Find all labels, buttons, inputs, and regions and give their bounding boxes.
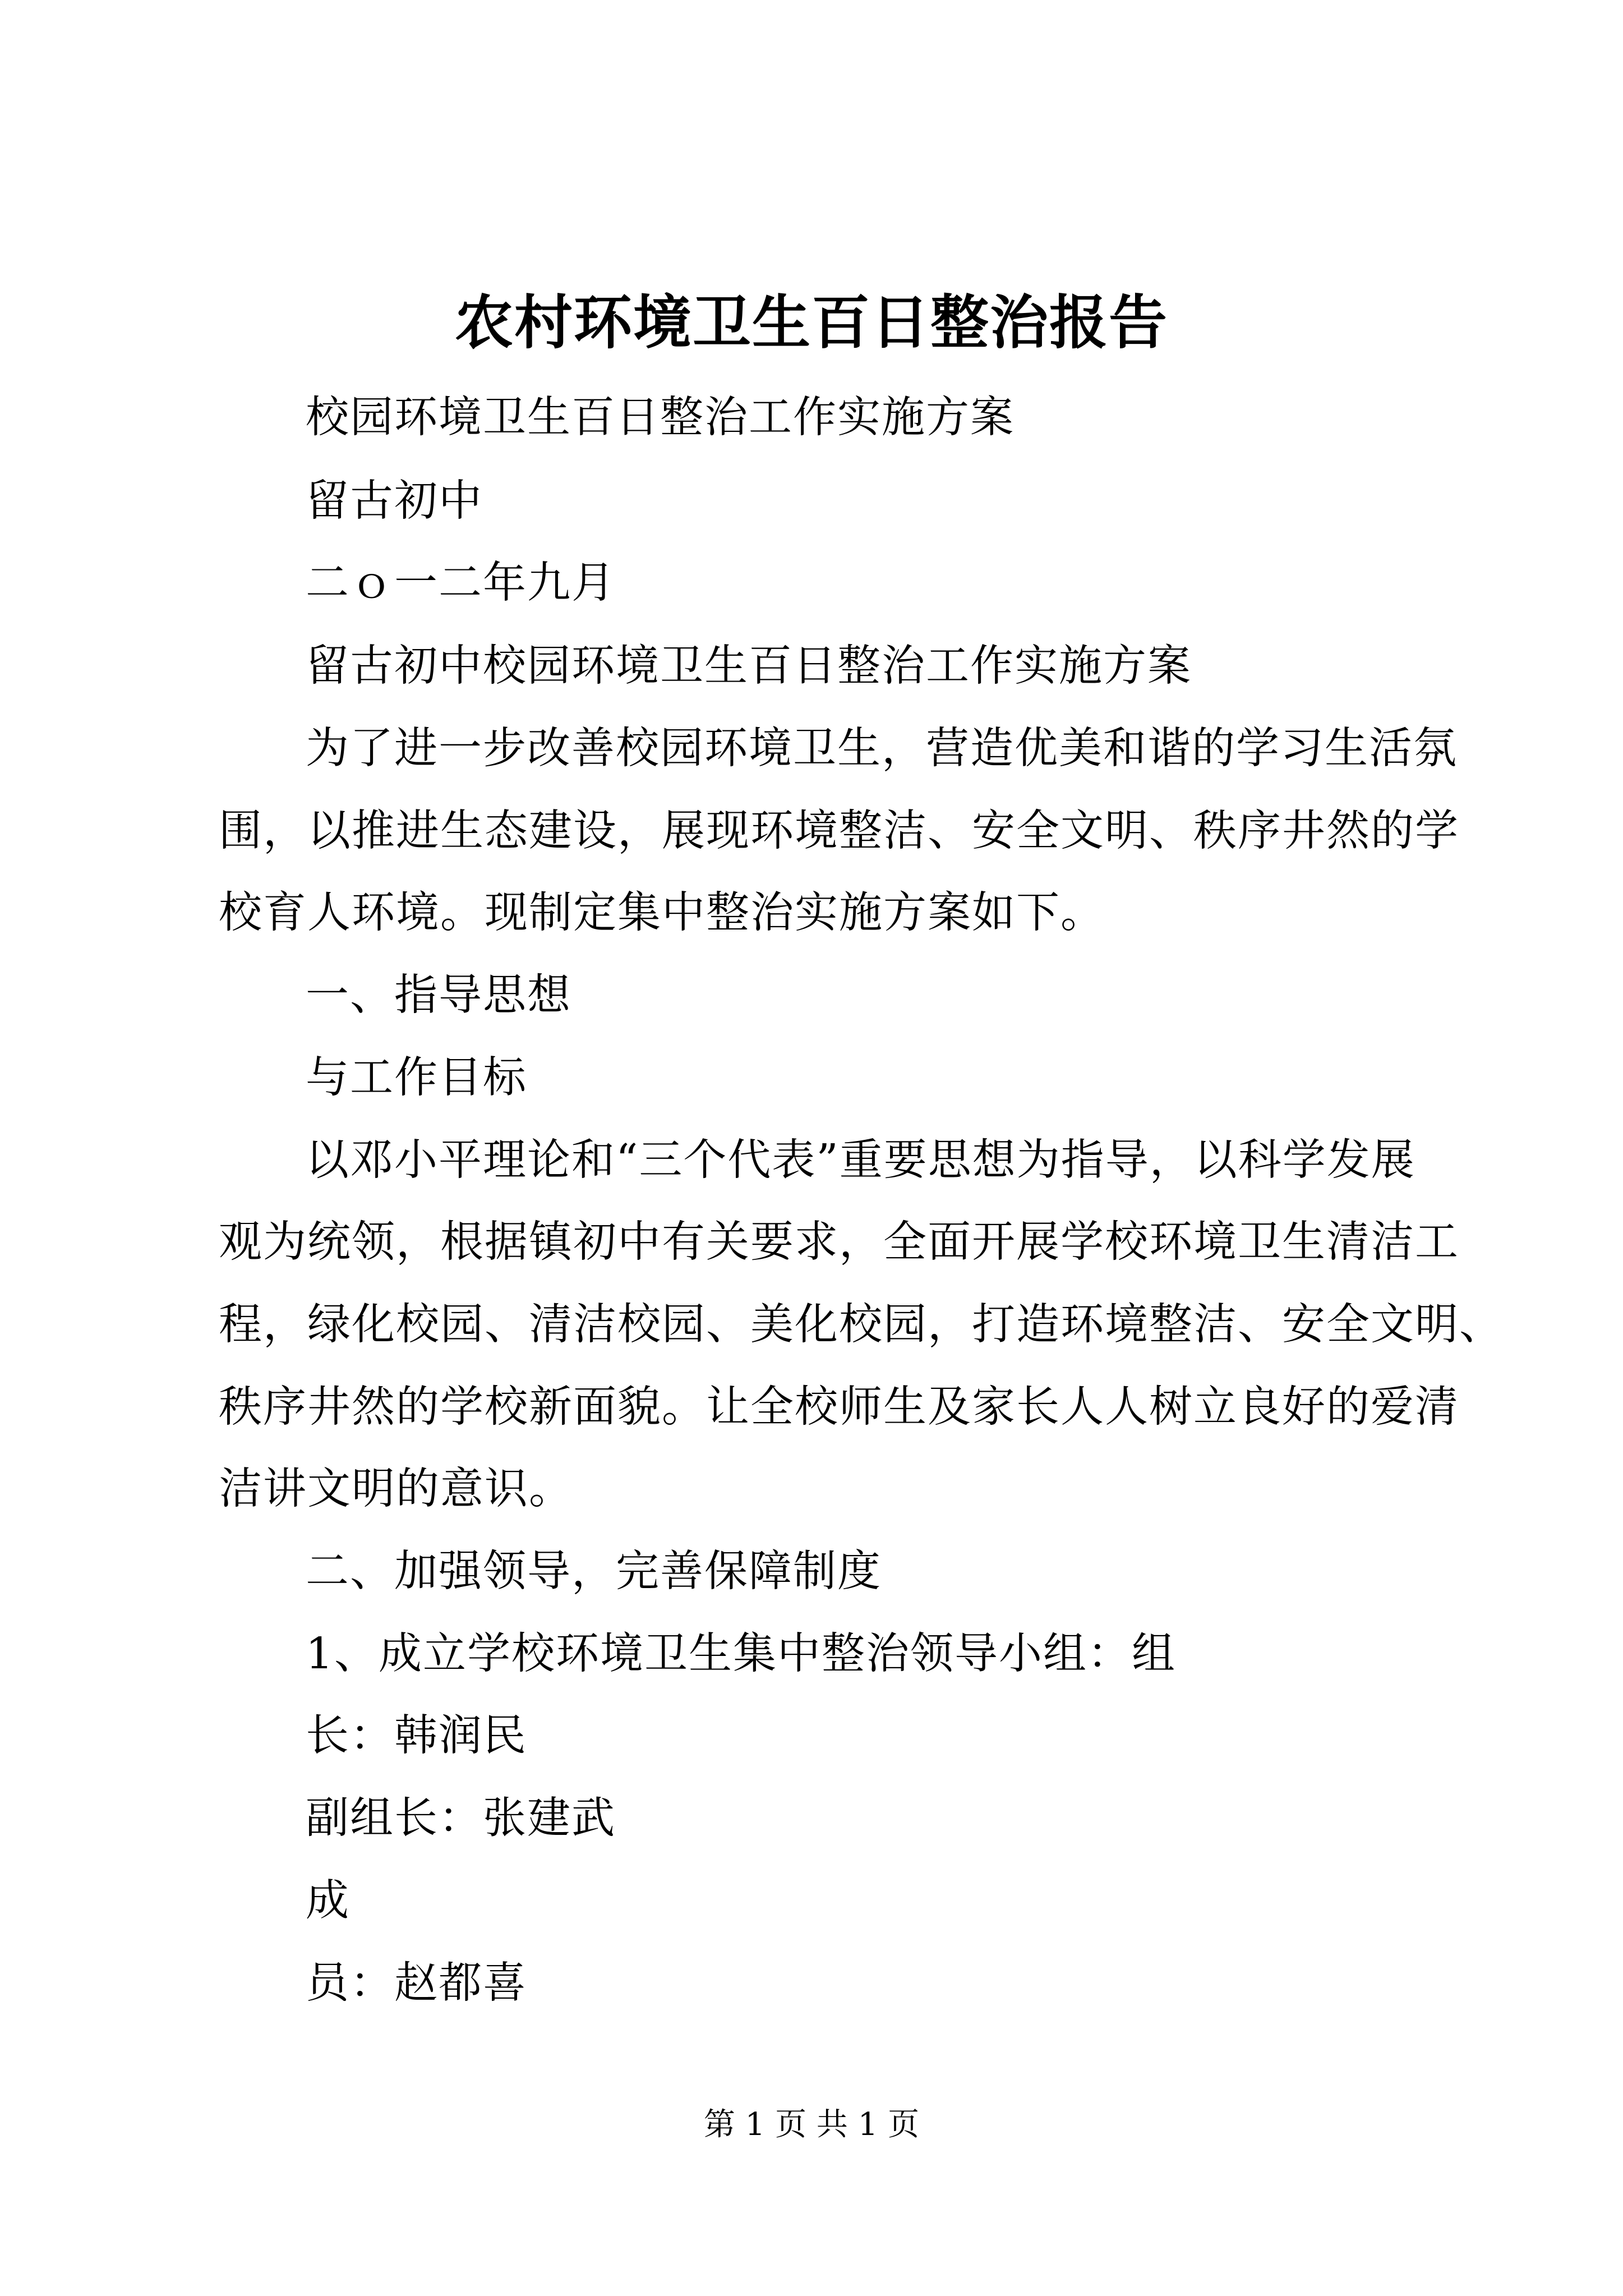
list-item-line: 成 <box>306 1876 350 1926</box>
school-name-line: 留古初中 <box>306 476 483 526</box>
plan-heading-line: 留古初中校园环境卫生百日整治工作实施方案 <box>306 641 1192 691</box>
list-item-line: 1、成立学校环境卫生集中整治领导小组：组 <box>306 1629 1176 1679</box>
paragraph-line: 洁讲文明的意识。 <box>219 1464 573 1514</box>
list-item-line: 长：韩润民 <box>306 1711 527 1761</box>
paragraph-line: 观为统领，根据镇初中有关要求，全面开展学校环境卫生清洁工 <box>219 1217 1459 1267</box>
list-item-line: 副组长：张建武 <box>306 1793 616 1843</box>
subtitle-line: 校园环境卫生百日整治工作实施方案 <box>306 393 1015 443</box>
paragraph-line: 程，绿化校园、清洁校园、美化校园，打造环境整洁、安全文明、 <box>219 1300 1504 1350</box>
page-footer: 第 1 页 共 1 页 <box>703 2106 920 2143</box>
paragraph-line: 围，以推进生态建设，展现环境整洁、安全文明、秩序井然的学 <box>219 806 1459 856</box>
date-line: 二ｏ一二年九月 <box>306 558 616 608</box>
paragraph-line: 为了进一步改善校园环境卫生，营造优美和谐的学习生活氛 <box>306 724 1458 774</box>
paragraph-line: 以邓小平理论和“三个代表”重要思想为指导，以科学发展 <box>306 1135 1415 1185</box>
section-heading-line: 一、指导思想 <box>306 970 571 1020</box>
section-heading-line: 二、加强领导，完善保障制度 <box>306 1547 882 1596</box>
paragraph-line: 秩序井然的学校新面貌。让全校师生及家长人人树立良好的爱清 <box>219 1382 1459 1432</box>
document-title: 农村环境卫生百日整治报告 <box>454 288 1168 357</box>
list-item-line: 员：赵都喜 <box>306 1958 527 2008</box>
paragraph-line: 校育人环境。现制定集中整治实施方案如下。 <box>219 888 1105 938</box>
section-heading-line: 与工作目标 <box>306 1053 527 1103</box>
